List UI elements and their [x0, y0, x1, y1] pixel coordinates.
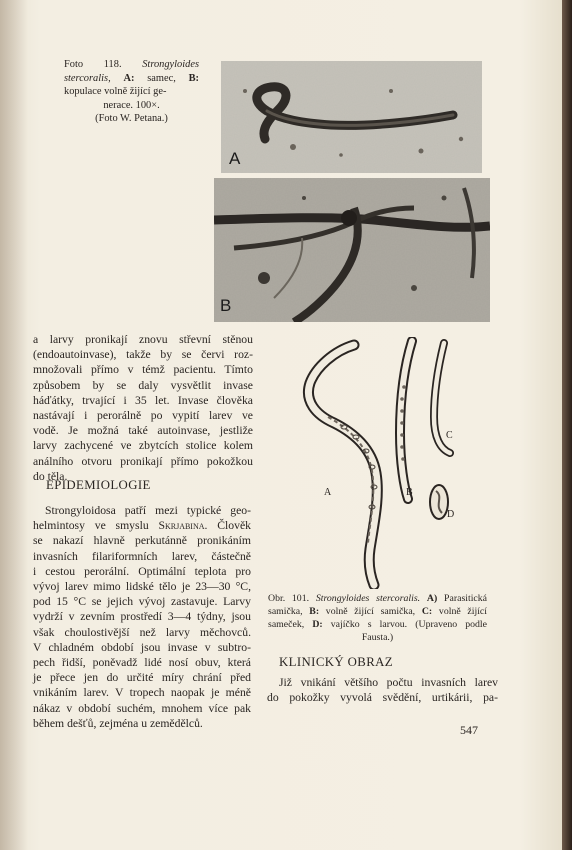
text-line: během dešťů, zejména u zemědělců.	[33, 716, 203, 730]
text-line: larvy zachycené ve zbytcích stolice kolem	[33, 439, 253, 453]
caption-label-d: D:	[312, 619, 323, 630]
panel-a-label: A	[229, 149, 241, 168]
fig-label-c: C	[446, 430, 453, 441]
male-worm-photo	[221, 61, 482, 173]
caption-text-c: volně žijící	[438, 606, 487, 617]
caption-species: Strongyloides stercoralis,	[64, 59, 199, 84]
caption-species: Strongyloides stercoralis.	[315, 593, 421, 604]
photo-panel-a	[221, 61, 482, 173]
text-line: vydrží v zevním prostředí 3—4 týdny, jsou	[33, 610, 251, 624]
caption-label-b: B:	[309, 606, 320, 617]
caption-line	[268, 592, 487, 605]
text-line: i cestou perorální. Optimální teplota pro	[33, 564, 251, 578]
paragraph-epidemiology	[33, 503, 251, 731]
caption-label-a: A)	[426, 593, 438, 604]
text-line: análního otvoru pronikají přímo pokožkou	[33, 454, 253, 468]
caption-credit: (Foto W. Petana.)	[95, 113, 168, 125]
author-name: Skrjabina.	[158, 519, 208, 533]
caption-prefix: Foto 118.	[64, 59, 122, 70]
text-line: se nakazí hlavně perkutánně pronikáním	[33, 534, 251, 548]
text-line: do pokožky vyvolá svědění, urtikárii, pa-	[267, 691, 498, 705]
text-line: pod 15 °C se jejich vývoj zastavuje. Larvy	[33, 595, 251, 609]
text-line: způsobem by se daly vysvětlit invase	[33, 378, 253, 392]
heading-epidemiology: EPIDEMIOLOGIE	[46, 478, 151, 492]
caption-label-b: B:	[188, 72, 199, 84]
figure-101-drawing	[294, 337, 484, 589]
text-line	[33, 518, 251, 533]
fig-label-d: D	[447, 509, 455, 520]
text-line: Již vnikání většího počtu invasních larev	[279, 676, 498, 689]
text-line: množovali přímo v témž pacientu. Tímto	[33, 363, 253, 377]
caption-prefix: Obr. 101.	[268, 593, 310, 604]
caption-text-a: samec,	[147, 72, 176, 84]
caption-text: samička,	[268, 606, 303, 617]
strongyloides-drawing	[294, 337, 484, 589]
caption-text-d: vajíčko s larvou. (Upraveno podle	[330, 619, 488, 630]
text-line: a larvy pronikají znovu střevní stěnou	[33, 333, 253, 346]
caption-text-b: kopulace volně žijící ge-	[64, 86, 167, 98]
paragraph-endoautoinvase	[33, 332, 253, 484]
caption-label-a: A:	[123, 72, 135, 84]
text-line: do těla.	[33, 469, 68, 483]
panel-b-label: B	[220, 296, 232, 315]
copulation-photo	[214, 178, 490, 322]
caption-text: sameček,	[268, 619, 305, 630]
photo-118-caption	[64, 58, 199, 126]
caption-text-a: Parasitická	[444, 593, 488, 604]
photo-panel-b	[214, 178, 490, 322]
text-line: háďátky, trvající i 35 let. Invase člověka	[33, 393, 253, 407]
caption-line: Fausta.)	[361, 632, 394, 643]
caption-line3: nerace. 100×.	[103, 99, 160, 111]
page-number: 547	[460, 723, 478, 737]
text-line: vodě. Je možná také autoinvase, jestliže	[33, 424, 253, 438]
text-line: pech řidší, poněvadž lidé nosí obuv, která	[33, 656, 251, 670]
fig-label-a: A	[324, 487, 332, 498]
text-line: vnikáním larev. V tropech naopak je méně	[33, 686, 251, 700]
text-line: vývoj larev mimo lidské tělo je 23—30 °C,	[33, 580, 251, 594]
text-line: Strongyloidosa patří mezi typické geo-	[45, 504, 251, 517]
text-segment: helmintosy ve smyslu	[33, 519, 149, 533]
caption-line	[268, 605, 487, 618]
caption-label-c: C:	[421, 606, 433, 617]
figure-101-caption	[268, 592, 487, 644]
text-line: nákaz v období suchém, mnohem více pak	[33, 701, 251, 715]
heading-clinical-picture: KLINICKÝ OBRAZ	[279, 655, 394, 669]
text-line: (endoautoinvase), takže by se červi roz-	[33, 348, 253, 362]
text-line: je přece jen do určité míry chrání před	[33, 671, 251, 685]
caption-line	[268, 618, 487, 631]
fig-label-b: B	[406, 487, 413, 498]
caption-text-b: volně žijící samička,	[325, 606, 416, 617]
spine-shadow	[0, 0, 28, 850]
book-edge	[562, 0, 572, 850]
text-line: V chladném období jsou invase v subtro-	[33, 640, 251, 654]
text-line: nastávají i perorálně po vypití larev ve	[33, 409, 253, 423]
text-line: však choulostivější než larvy měchovců.	[33, 625, 251, 639]
paragraph-clinical	[267, 675, 498, 705]
text-segment: Člověk	[217, 519, 252, 533]
text-line: invasních filariformních larev, částečně	[33, 549, 251, 563]
